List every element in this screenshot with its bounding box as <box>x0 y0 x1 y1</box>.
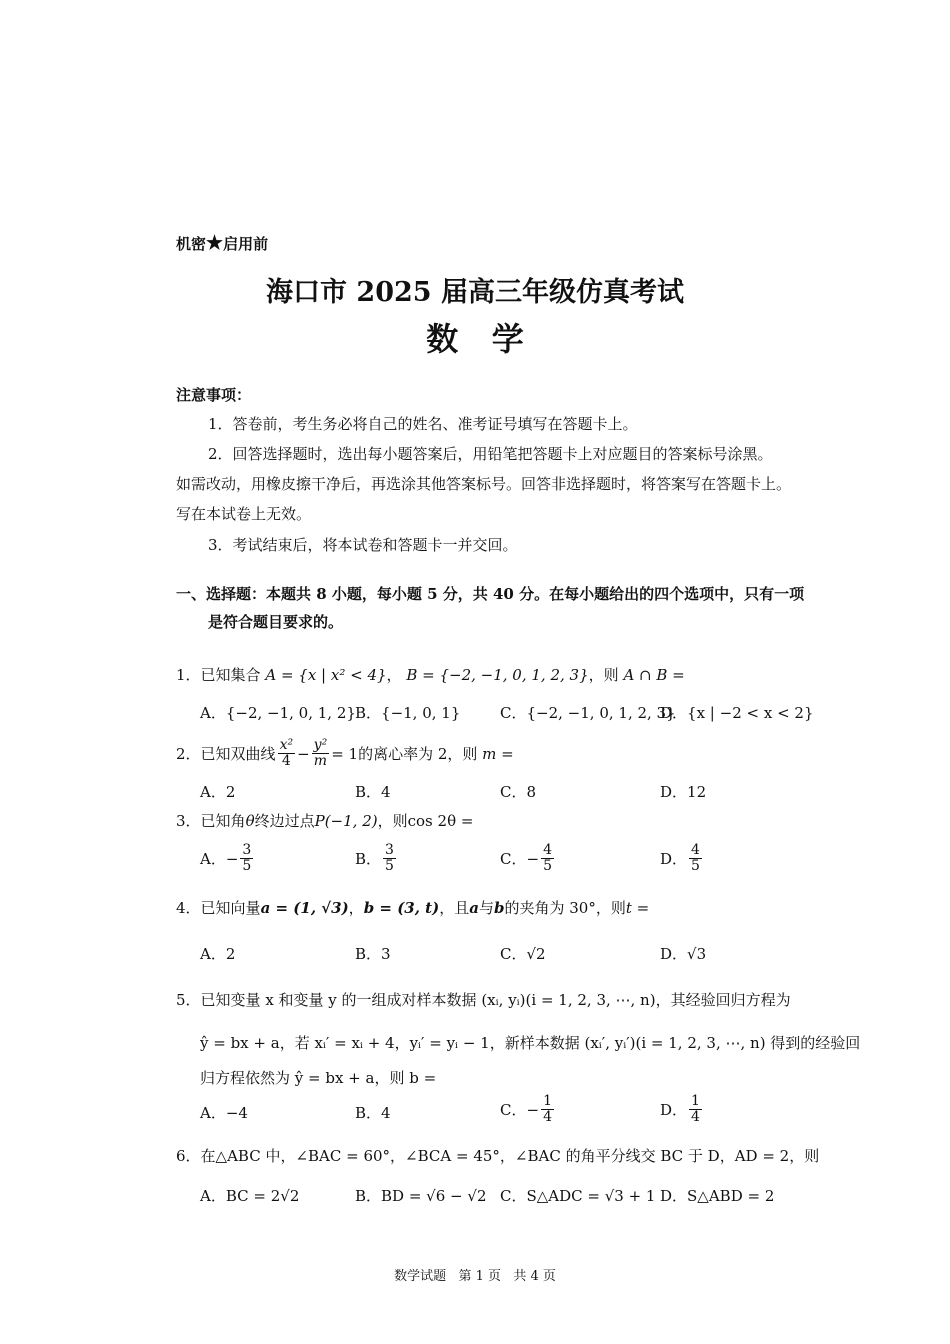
question-1 <box>176 664 685 685</box>
question-text: ，且 <box>439 899 470 917</box>
question-text: 已知集合 <box>200 666 261 684</box>
option-a <box>200 843 255 875</box>
question-number: 4． <box>176 899 201 917</box>
option-d: D．{x | −2 < x < 2} <box>660 704 814 722</box>
fraction: 1 4 <box>691 1093 700 1126</box>
confidential-mark <box>176 232 268 254</box>
option-label: C． <box>500 1101 527 1120</box>
question-5-line2: ŷ = bx + a，若 xᵢ′ = xᵢ + 4，yᵢ′ = yᵢ − 1，新样本数据 (xᵢ′, yᵢ′)(i = 1, 2, 3, ⋯, n) 得到的经验回 <box>200 1034 861 1052</box>
question-3 <box>176 810 473 831</box>
option-a: A．{−2, −1, 0, 1, 2} <box>200 704 356 722</box>
confidential-suffix: 启用前 <box>223 235 269 253</box>
set-a: A = {x | x² < 4} <box>265 666 387 684</box>
note-item: 2．回答选择题时，选出每小题答案后，用铅笔把答题卡上对应题目的答案标号涂黑。 <box>208 445 773 463</box>
fraction-x: x² 4 <box>279 737 294 770</box>
point-p: P(−1, 2) <box>314 812 378 830</box>
question-text: ，则 <box>377 812 408 830</box>
option-b <box>355 843 398 875</box>
question-text: ，则 <box>588 666 619 684</box>
section-heading-cont: 是符合题目要求的。 <box>208 613 344 631</box>
option-d <box>660 1094 704 1126</box>
option-b: B．4 <box>355 783 391 801</box>
note-item: 写在本试卷上无效。 <box>176 505 312 523</box>
question-text: 在△ABC 中，∠BAC = 60°，∠BCA = 45°，∠BAC 的角平分线交 BC 于 D，AD = 2，则 <box>200 1147 820 1165</box>
option-label: B． <box>355 850 382 869</box>
page-footer: 数学试题 第 1 页 共 4 页 <box>394 1269 556 1284</box>
minus-sign: − <box>225 849 239 868</box>
note-item: 1．答卷前，考生务必将自己的姓名、准考证号填写在答题卡上。 <box>208 415 638 433</box>
question-text: 的夹角为 30°，则 <box>504 899 626 917</box>
question-number: 5． <box>176 991 201 1009</box>
question-number: 6． <box>176 1147 201 1165</box>
minus-sign: − <box>297 744 310 763</box>
question-text: 已知变量 x 和变量 y 的一组成对样本数据 (xᵢ, yᵢ)(i = 1, 2, 3, ⋯, n)，其经验回归方程为 <box>200 991 791 1009</box>
option-b: B．BD = √6 − √2 <box>355 1187 487 1205</box>
vector-a: a = (1, √3) <box>260 899 349 917</box>
minus-sign: − <box>526 849 540 868</box>
question-text: 终边过点 <box>254 812 315 830</box>
note-item: 3．考试结束后，将本试卷和答题卡一并交回。 <box>208 536 518 554</box>
fraction-y: $\frac{\text{y²}}{m}$ <box>313 737 328 770</box>
question-5-line3: 归方程依然为 ŷ = bx + a，则 b = <box>200 1069 437 1087</box>
set-b: B = {−2, −1, 0, 1, 2, 3} <box>406 666 589 684</box>
option-d: D．12 <box>660 783 707 801</box>
fraction: 3 5 <box>385 842 394 875</box>
option-label: C． <box>500 850 527 869</box>
question-6 <box>176 1145 819 1166</box>
question-ask: t = <box>625 899 650 917</box>
option-label: A． <box>200 850 226 869</box>
vector-b-ref: b <box>493 899 505 917</box>
question-number: 3． <box>176 812 201 830</box>
question-text: 的离心率为 2，则 <box>358 745 478 764</box>
note-item: 如需改动，用橡皮擦干净后，再选涂其他答案标号。回答非选择题时，将答案写在答题卡上。 <box>176 475 792 493</box>
option-d: D．S△ABD = 2 <box>660 1187 775 1205</box>
question-text: 已知角 <box>200 812 246 830</box>
fraction: $\frac{3}{5}$ <box>242 842 252 875</box>
vector-a-ref: a <box>469 899 479 917</box>
question-text: 与 <box>478 899 494 917</box>
option-c: C．S△ADC = √3 + 1 <box>500 1187 656 1205</box>
vector-b: b = (3, t) <box>363 899 440 917</box>
option-a: A．BC = 2√2 <box>200 1187 300 1205</box>
separator: ， <box>386 666 402 684</box>
option-c: C．√2 <box>500 945 546 963</box>
question-number: 1． <box>176 666 201 684</box>
exam-title: 海口市 2025 届高三年级仿真考试 <box>266 277 684 308</box>
option-label: D． <box>660 850 688 869</box>
fraction: $\frac{4}{5}$ <box>543 842 552 875</box>
fraction: $\frac{1}{4}$ <box>543 1093 552 1126</box>
star-icon: ★ <box>206 232 224 254</box>
minus-sign: − <box>526 1100 540 1119</box>
option-d: D．√3 <box>660 945 707 963</box>
separator: ， <box>348 899 364 917</box>
option-a: A．2 <box>200 945 236 963</box>
equals-one: = 1 <box>331 744 359 763</box>
question-5 <box>176 989 791 1010</box>
theta-symbol: θ <box>245 812 255 830</box>
question-ask: A ∩ B = <box>623 666 685 684</box>
question-number: 2． <box>176 745 201 764</box>
option-c <box>500 843 556 875</box>
question-ask: cos 2θ = <box>407 812 474 830</box>
option-b: B．{−1, 0, 1} <box>355 704 461 722</box>
option-d <box>660 843 704 875</box>
question-text: 已知双曲线 <box>200 745 276 764</box>
option-label: D． <box>660 1101 688 1120</box>
confidential-label: 机密 <box>176 235 207 253</box>
question-2 <box>176 738 514 770</box>
question-text: 已知向量 <box>200 899 261 917</box>
option-c <box>500 1094 556 1126</box>
question-4 <box>176 897 649 918</box>
option-c: C．{−2, −1, 0, 1, 2, 3} <box>500 704 676 722</box>
fraction: 4 5 <box>691 842 700 875</box>
option-a: A．−4 <box>200 1104 248 1122</box>
option-b: B．3 <box>355 945 391 963</box>
section-heading: 一、选择题：本题共 8 小题，每小题 5 分，共 40 分。在每小题给出的四个选项中，只有一项 <box>176 585 805 603</box>
subject-title: 数 学 <box>426 320 524 358</box>
option-b: B．4 <box>355 1104 391 1122</box>
notes-title: 注意事项： <box>176 386 252 404</box>
question-ask: m = <box>482 744 514 763</box>
option-c: C．8 <box>500 783 537 801</box>
option-a: A．2 <box>200 783 236 801</box>
